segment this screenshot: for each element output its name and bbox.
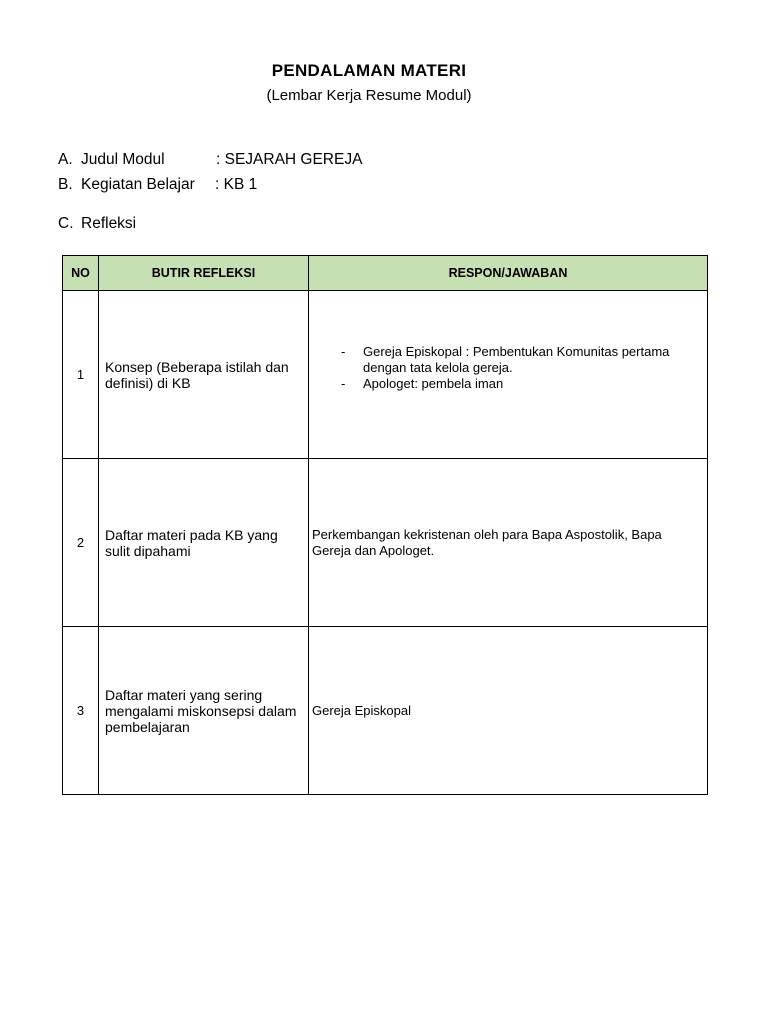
reflection-table bbox=[62, 255, 708, 795]
row-butir: Konsep (Beberapa istilah dan definisi) di KB bbox=[99, 291, 309, 459]
header-butir: BUTIR REFLEKSI bbox=[99, 256, 309, 291]
header-respon: RESPON/JAWABAN bbox=[309, 256, 708, 291]
row-number: 2 bbox=[63, 459, 99, 627]
field-b-letter: B. bbox=[58, 176, 73, 193]
module-title-label: Judul Modul bbox=[81, 151, 165, 168]
row-respon bbox=[309, 291, 708, 459]
row-butir: Daftar materi yang sering mengalami miskonsepsi dalam pembelajaran bbox=[99, 627, 309, 795]
module-title-value: : SEJARAH GEREJA bbox=[216, 151, 363, 168]
learning-activity-label: Kegiatan Belajar bbox=[81, 176, 195, 193]
page-title: PENDALAMAN MATERI bbox=[271, 61, 467, 80]
respon-list bbox=[312, 344, 703, 392]
table-row bbox=[63, 291, 708, 459]
row-number: 1 bbox=[63, 291, 99, 459]
table-row bbox=[63, 459, 708, 627]
row-butir: Daftar materi pada KB yang sulit dipahami bbox=[99, 459, 309, 627]
row-number: 3 bbox=[63, 627, 99, 795]
field-c-letter: C. bbox=[58, 215, 74, 232]
list-item: - Gereja Episkopal : Pembentukan Komunitas pertama dengan tata kelola gereja. bbox=[363, 344, 703, 376]
field-a-letter: A. bbox=[58, 151, 73, 168]
list-item: - Apologet: pembela iman bbox=[363, 376, 703, 392]
header-no: NO bbox=[63, 256, 99, 291]
row-respon: Gereja Episkopal bbox=[309, 627, 708, 795]
reflection-label: Refleksi bbox=[81, 215, 137, 232]
page-subtitle: (Lembar Kerja Resume Modul) bbox=[266, 87, 472, 104]
learning-activity-value: : KB 1 bbox=[215, 176, 258, 193]
row-respon: Perkembangan kekristenan oleh para Bapa Aspostolik, Bapa Gereja dan Apologet. bbox=[309, 459, 708, 627]
table-header-row bbox=[63, 256, 708, 291]
table-row bbox=[63, 627, 708, 795]
